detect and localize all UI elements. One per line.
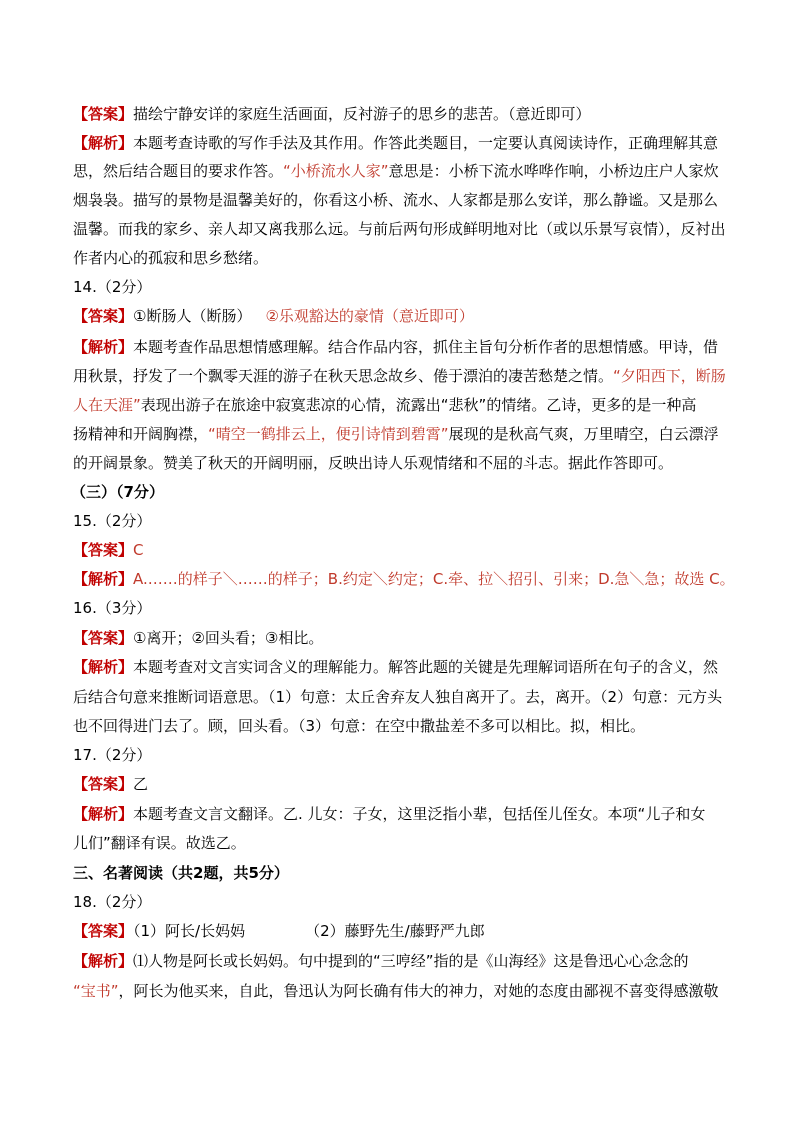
q13-analysis-text-2a: 思，然后结合题目的要求作答。	[73, 162, 284, 180]
q13-analysis-line-2	[73, 160, 719, 182]
q14-answer-1: ①断肠人（断肠）	[133, 307, 252, 325]
q14-quote-1b: 人在天涯”	[73, 396, 141, 414]
q17-analysis-text-1: 本题考查文言文翻译。乙. 儿女：子女，这里泛指小辈，包括侄儿侄女。本项“儿子和女	[133, 805, 706, 823]
q14-analysis-line-1	[73, 336, 718, 358]
analysis-tag: 【解析】	[73, 570, 134, 588]
q14-analysis-line-5	[73, 452, 673, 474]
q13-analysis-line-1	[73, 132, 718, 154]
section-heading-reading: 三、名著阅读（共2题，共5分）	[73, 864, 289, 882]
q18-heading: 18.（2分）	[73, 893, 152, 911]
q13-answer-line	[73, 103, 591, 125]
q14-heading: 14.（2分）	[73, 278, 152, 296]
q14-answer-line	[73, 305, 474, 327]
q18-analysis-line-2	[73, 980, 719, 1002]
q15-heading: 15.（2分）	[73, 512, 152, 530]
q16-analysis-line-2	[73, 686, 722, 708]
answer-tag: 【答案】	[73, 922, 134, 940]
q16-answer-text: ①离开；②回头看；③相比。	[133, 629, 324, 647]
q16-answer-line	[73, 627, 323, 649]
q13-analysis-text-2b: 意思是：小桥下流水哗哗作响，小桥边庄户人家炊	[388, 162, 719, 180]
answer-tag: 【答案】	[73, 775, 134, 793]
q17-answer-text: 乙	[133, 775, 149, 793]
q15-analysis-text: A.……的样子＼……的样子；B.约定＼约定；C.牵、拉＼招引、引来；D.急＼急；故选 C。	[133, 570, 735, 588]
q14-analysis-line-4	[73, 423, 719, 445]
q17-answer-line	[73, 773, 148, 795]
q13-analysis-line-3	[73, 189, 718, 211]
analysis-tag: 【解析】	[73, 658, 134, 676]
section-heading-3: （三）（7分）	[71, 483, 164, 501]
q15-analysis-line	[73, 568, 735, 590]
answer-tag: 【答案】	[73, 541, 134, 559]
q13-answer-text: 描绘宁静安详的家庭生活画面，反衬游子的思乡的悲苦。（意近即可）	[133, 105, 591, 123]
q17-analysis-line-1	[73, 803, 705, 825]
q13-analysis-line-4	[73, 218, 726, 240]
analysis-tag: 【解析】	[73, 338, 134, 356]
q13-quote: “小桥流水人家”	[283, 162, 389, 180]
q15-answer-text: C	[133, 541, 144, 559]
q17-heading: 17.（2分）	[73, 746, 152, 764]
q18-answer-2: （2）藤野先生/藤野严九郎	[305, 922, 485, 940]
q17-analysis-text-2: 儿们”翻译有误。故选乙。	[73, 834, 246, 852]
analysis-tag: 【解析】	[73, 952, 134, 970]
q13-analysis-text-4: 温馨。而我的家乡、亲人却又离我那么远。与前后两句形成鲜明地对比（或以乐景写哀情），反衬出	[73, 220, 726, 238]
q14-analysis-text-4a: 扬精神和开阔胸襟，	[73, 425, 209, 443]
q13-analysis-text-5: 作者内心的孤寂和思乡愁绪。	[73, 249, 269, 267]
answer-tag: 【答案】	[73, 629, 134, 647]
q14-analysis-text-1: 本题考查作品思想情感理解。结合作品内容，抓住主旨句分析作者的思想情感。甲诗，借	[133, 338, 719, 356]
analysis-tag: 【解析】	[73, 805, 134, 823]
q16-analysis-text-3: 也不回得进门去了。顾，回头看。（3）句意：在空中撒盐差不多可以相比。拟，相比。	[73, 717, 646, 735]
q16-analysis-text-2: 后结合句意来推断词语意思。（1）句意：太丘舍弃友人独自离开了。去，离开。（2）句意：元方头	[73, 688, 723, 706]
q18-analysis-line-1	[73, 950, 689, 972]
q13-analysis-line-5	[73, 247, 268, 269]
q15-answer-line	[73, 539, 144, 561]
q16-analysis-line-3	[73, 715, 645, 737]
q14-analysis-line-3	[73, 394, 696, 416]
q14-quote-2: “晴空一鹤排云上，便引诗情到碧霄”	[208, 425, 449, 443]
q13-analysis-text-1: 本题考查诗歌的写作手法及其作用。作答此类题目，一定要认真阅读诗作，正确理解其意	[133, 134, 719, 152]
q14-analysis-line-2	[73, 365, 726, 387]
q13-analysis-text-3: 烟袅袅。描写的景物是温馨美好的，你看这小桥、流水、人家都是那么安详，那么静谧。又是那么	[73, 191, 719, 209]
q18-answer-line	[73, 920, 485, 942]
q18-analysis-text-1: ⑴人物是阿长或长妈妈。句中提到的“三哼经”指的是《山海经》这是鲁迅心心念念的	[133, 952, 689, 970]
q14-analysis-text-4b: 展现的是秋高气爽，万里晴空，白云漂浮	[448, 425, 719, 443]
answer-tag: 【答案】	[73, 307, 134, 325]
q18-answer-1: （1）阿长/长妈妈	[133, 922, 246, 940]
q14-answer-2: ②乐观豁达的豪情（意近即可）	[265, 307, 474, 325]
q14-analysis-text-3: 表现出游子在旅途中寂寞悲凉的心情，流露出“悲秋”的情绪。乙诗，更多的是一种高	[140, 396, 697, 414]
answer-tag: 【答案】	[73, 105, 134, 123]
q16-analysis-line-1	[73, 656, 718, 678]
q16-analysis-text-1: 本题考查对文言实词含义的理解能力。解答此题的关键是先理解词语所在句子的含义，然	[133, 658, 719, 676]
q14-quote-1a: “夕阳西下，断肠	[613, 367, 726, 385]
analysis-tag: 【解析】	[73, 134, 134, 152]
q18-analysis-text-2: ，阿长为他买来，自此，鲁迅认为阿长确有伟大的神力，对她的态度由鄙视不喜变得感激敬	[118, 982, 719, 1000]
q14-analysis-text-5: 的开阔景象。赞美了秋天的开阔明丽，反映出诗人乐观情绪和不屈的斗志。据此作答即可。	[73, 454, 674, 472]
q18-quote: “宝书”	[73, 982, 119, 1000]
q14-analysis-text-2a: 用秋景，抒发了一个飘零天涯的游子在秋天思念故乡、倦于漂泊的凄苦愁楚之情。	[73, 367, 614, 385]
q17-analysis-line-2	[73, 832, 246, 854]
q16-heading: 16.（3分）	[73, 599, 152, 617]
